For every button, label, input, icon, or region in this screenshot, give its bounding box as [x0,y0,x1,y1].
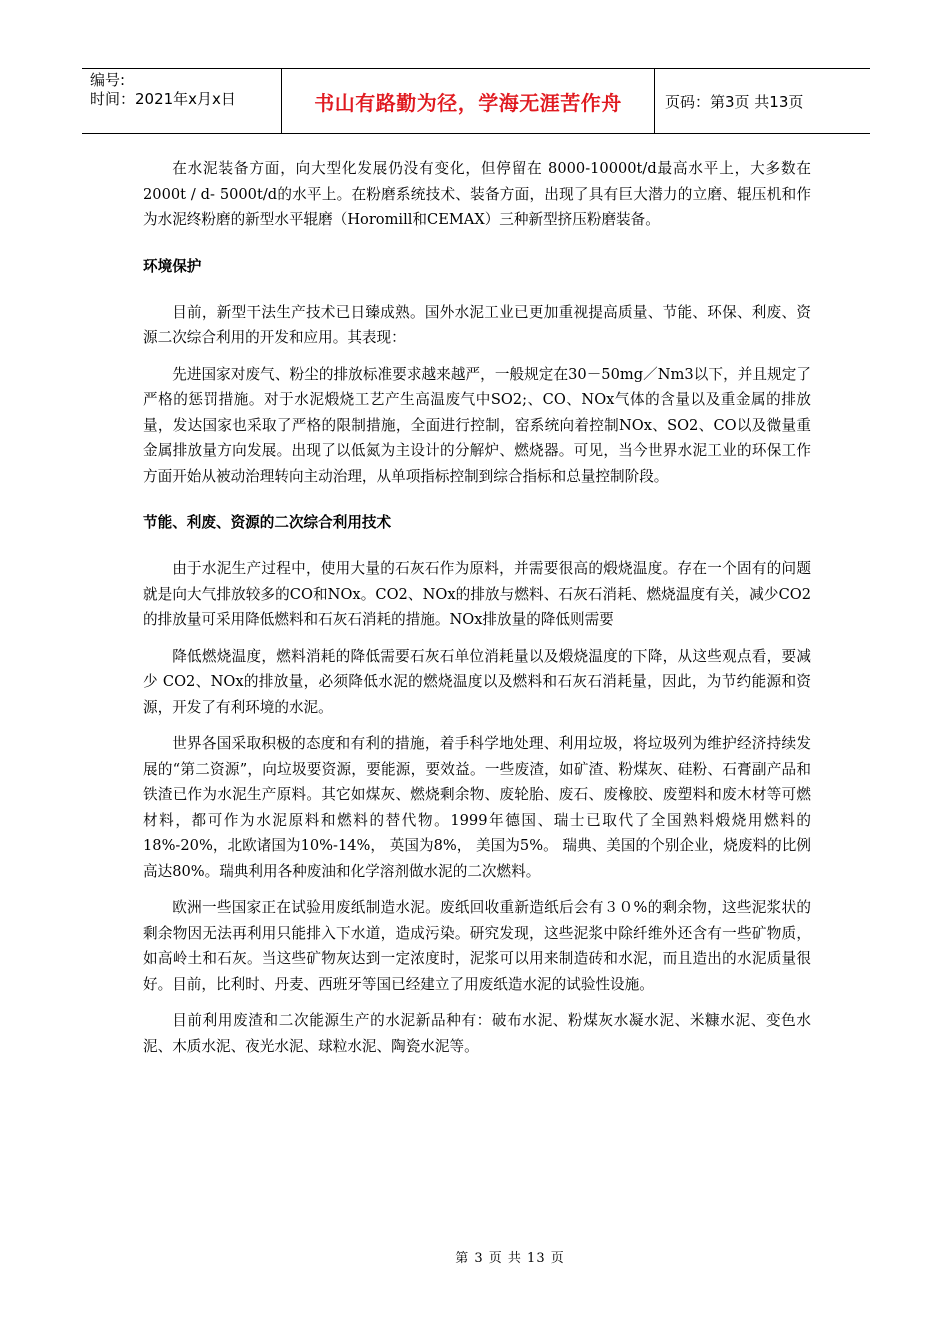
body-paragraph: 由于水泥生产过程中，使用大量的石灰石作为原料，并需要很高的煅烧温度。存在一个固有的问题就是向大气排放较多的CO和NOx。CO2、NOx的排放与燃料、石灰石消耗、燃烧温度有关，减少CO2的排放量可采用降低燃料和石灰石消耗的措施。NOx排放量的降低则需要 [143,560,811,628]
body-paragraph: 降低燃烧温度，燃料消耗的降低需要石灰石单位消耗量以及煅烧温度的下降，从这些观点看，要减少 CO2、NOx的排放量，必须降低水泥的燃烧温度以及燃料和石灰石消耗量，因此，为节约能源和资源，开发了有利环境的水泥。 [143,647,811,716]
intro-paragraph: 在水泥装备方面，向大型化发展仍没有变化，但停留在 8000-10000t/d最高水平上，大多数在2000t / d- 5000t/d的水平上。在粉磨系统技术、装备方面，出现了具有巨大潜力的立磨、辊压机和作为水泥终粉磨的新型水平辊磨（Horomill和CEMAX）三种新型挤压粉磨装备。 [143,160,811,228]
document-number-label: 编号: [90,71,126,89]
header-motto: 书山有路勤为径，学海无涯苦作舟 [282,69,655,133]
body-paragraph: 欧洲一些国家正在试验用废纸制造水泥。废纸回收重新造纸后会有３０%的剩余物，这些泥浆状的剩余物因无法再利用只能排入下水道，造成污染。研究发现，这些泥浆中除纤维外还含有一些矿物质，如高岭土和石灰。当这些矿物灰达到一定浓度时，泥浆可以用来制造砖和水泥，而且造出的水泥质量很好。目前，比利时、丹麦、西班牙等国已经建立了用废纸造水泥的试验性设施。 [143,899,811,993]
page-footer: 第 3 页 共 13 页 [455,1251,565,1266]
document-time-label: 时间：2021年x月x日 [90,90,236,108]
header-page-info: 页码：第3页 共13页 [665,92,804,111]
body-paragraph: 先进国家对废气、粉尘的排放标准要求越来越严，一般规定在30－50mg／Nm3以下，并且规定了严格的惩罚措施。对于水泥煅烧工艺产生高温废气中SO2;、CO、NOx气体的含量以及重金属的排放量，发达国家也采取了严格的限制措施，全面进行控制，窑系统向着控制NOx、SO2、CO以及微量重金属排放量方向发展。出现了以低氮为主设计的分解炉、燃烧器。可见，当今世界水泥工业的环保工作方面开始从被动治理转向主动治理，从单项指标控制到综合指标和总量控制阶段。 [143,365,811,485]
header-meta [82,69,282,133]
body-paragraph: 目前利用废渣和二次能源生产的水泥新品种有：破布水泥、粉煤灰水凝水泥、米糠水泥、变色水泥、木质水泥、夜光水泥、球粒水泥、陶瓷水泥等。 [143,1012,811,1055]
body-paragraph: 目前，新型干法生产技术已日臻成熟。国外水泥工业已更加重视提高质量、节能、环保、利废、资源二次综合利用的开发和应用。其表现： [143,303,811,346]
section-heading-environment: 环境保护 [143,257,202,275]
body-paragraph: 世界各国采取积极的态度和有利的措施，着手科学地处理、利用垃圾，将垃圾列为维护经济持续发展的“第二资源”，向垃圾要资源，要能源，要效益。一些废渣，如矿渣、粉煤灰、硅粉、石膏副产品和铁渣已作为水泥生产原料。其它如煤灰、燃烧剩余物、废轮胎、废石、废橡胶、废塑料和废木材等可燃材料，都可作为水泥原料和燃料的替代物。1999年德国、瑞士已取代了全国熟料煅烧用燃料的18%-20%，北欧诸国为10%-14%， 英国为8%， 美国为5%。 瑞典、美国的个别企业，烧废料的比例高达80%。瑞典利用各种废油和化学溶剂做水泥的二次燃料。 [143,735,811,880]
document-body [143,156,811,1070]
section-heading-energy-reuse: 节能、利废、资源的二次综合利用技术 [143,514,392,531]
page-header [82,68,870,134]
